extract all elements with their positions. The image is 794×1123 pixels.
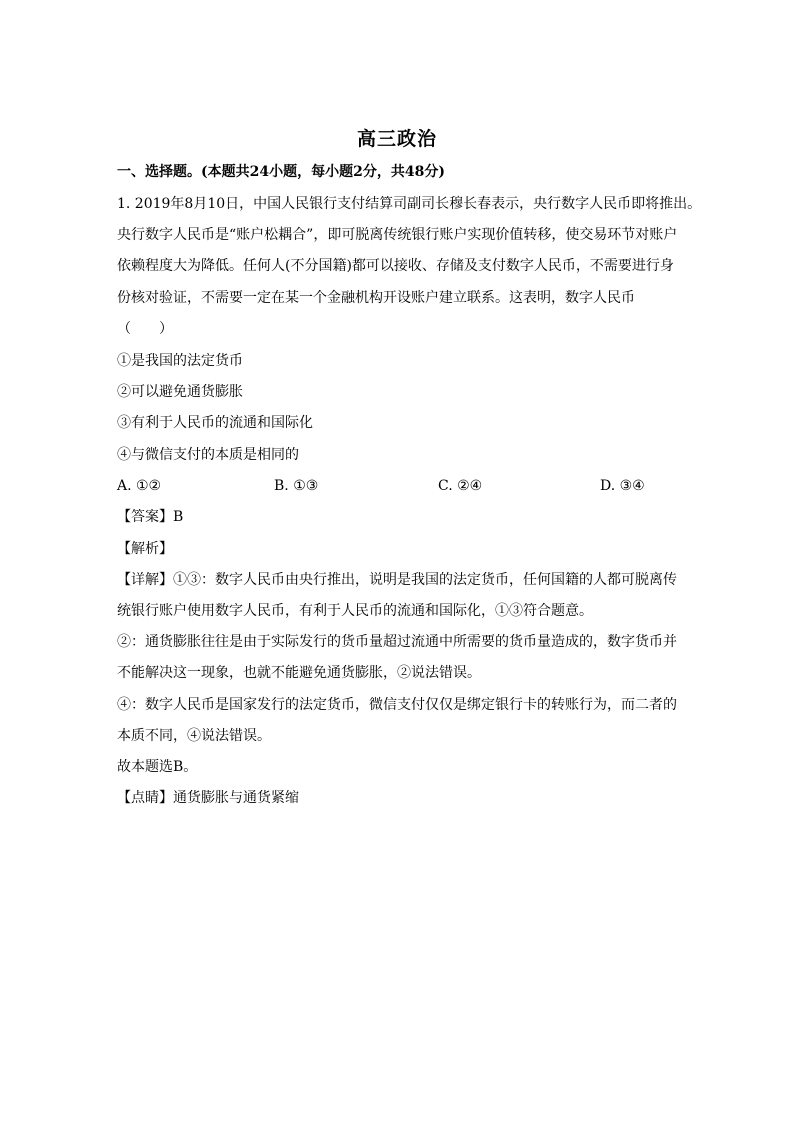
option-b: B. ①③ xyxy=(274,478,319,494)
option-a: A. ①② xyxy=(117,478,162,494)
answer-options xyxy=(117,476,697,496)
question-stem-line: 央行数字人民币是“账户松耦合”，即可脱离传统银行账户实现价值转移，使交易环节对账户 xyxy=(117,227,678,243)
question-stem-line: 份核对验证，不需要一定在某一个金融机构开设账户建立联系。这表明，数字人民币 xyxy=(117,290,635,306)
question-stem-line: 依赖程度大为降低。任何人(不分国籍)都可以接收、存储及支付数字人民币，不需要进行身 xyxy=(117,258,674,274)
question-stem-line: 1. 2019年8月10日，中国人民银行支付结算司副司长穆长春表示，央行数字人民币即将推出。 xyxy=(117,196,702,212)
statement-item: ④与微信支付的本质是相同的 xyxy=(117,447,299,463)
conclusion-line: 故本题选B。 xyxy=(117,759,198,775)
statement-item: ②可以避免通货膨胀 xyxy=(117,384,243,400)
detail-line: 【详解】①③：数字人民币由央行推出，说明是我国的法定货币，任何国籍的人都可脱离传 xyxy=(117,572,677,588)
detail-line: 统银行账户使用数字人民币，有利于人民币的流通和国际化，①③符合题意。 xyxy=(117,603,593,619)
page-title: 高三政治 xyxy=(356,128,437,150)
statement-item: ①是我国的法定货币 xyxy=(117,353,243,369)
analysis-label: 【解析】 xyxy=(117,541,173,557)
option-d: D. ③④ xyxy=(600,478,645,494)
detail-line: 不能解决这一现象，也就不能避免通货膨胀，②说法错误。 xyxy=(117,665,481,681)
detail-line: 本质不同，④说法错误。 xyxy=(117,728,271,744)
section-heading: 一、选择题。(本题共24小题，每小题2分，共48分) xyxy=(117,164,445,180)
key-point-line: 【点睛】通货膨胀与通货紧缩 xyxy=(117,790,299,806)
detail-line: ④：数字人民币是国家发行的法定货币，微信支付仅仅是绑定银行卡的转账行为，而二者的 xyxy=(117,697,677,713)
option-c: C. ②④ xyxy=(438,478,483,494)
answer-blank: （ ） xyxy=(117,321,173,337)
statement-item: ③有利于人民币的流通和国际化 xyxy=(117,415,313,431)
answer-line: 【答案】B xyxy=(117,509,184,525)
detail-line: ②：通货膨胀往往是由于实际发行的货币量超过流通中所需要的货币量造成的，数字货币并 xyxy=(117,634,677,650)
